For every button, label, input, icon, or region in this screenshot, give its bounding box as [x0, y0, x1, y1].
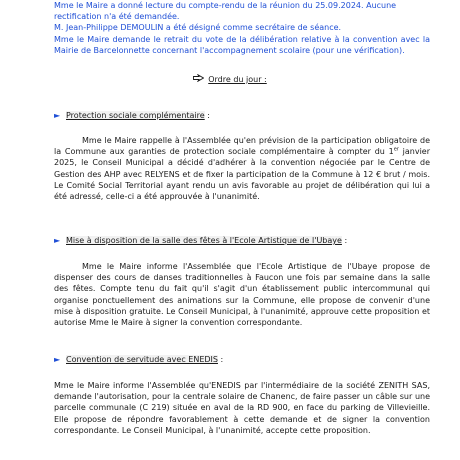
section-1-title: Protection sociale complémentaire — [66, 111, 205, 120]
agenda-heading — [0, 74, 460, 85]
section-1-heading: ► Protection sociale complémentaire : — [54, 111, 210, 120]
intro-line-1: Mme le Maire a donné lecture du compte-rendu de la réunion du 25.09.2024. Aucune — [54, 1, 397, 10]
intro-line-2: rectification n'a été demandée. — [54, 12, 180, 22]
agenda-title: Ordre du jour : — [208, 75, 267, 84]
section-3-body: Mme le Maire informe l'Assemblée qu'ENEDIS par l'intermédiaire de la société ZENITH SAS, demande l'autorisation, pour la centrale solaire de Chanenc, de faire passer un câble sur une parcelle communale (C 219) située en aval de la RD 900, en face du parking de Villevieille. Elle propose de répondre favorablement à cette demande et de signer la convention correspondante. Le Conseil Municipal, à l'unanimité, accepte cette proposition. — [54, 381, 430, 435]
intro-line-4: Mme le Maire demande le retrait du vote de la délibération relative à la convention avec la Mairie de Barcelonnette concernant l'accompagnement scolaire (pour une vérification). — [54, 34, 430, 55]
bullet-arrow-icon: ► — [54, 355, 61, 364]
section-3-title: Convention de servitude avec ENEDIS — [66, 355, 218, 364]
intro-block — [54, 0, 430, 56]
bullet-arrow-icon: ► — [54, 236, 61, 245]
pointing-hand-icon — [193, 74, 204, 85]
section-1-body: Mme le Maire rappelle à l'Assemblée qu'en prévision de la participation obligatoire de la Commune aux garanties de protection sociale complémentaire à compter du 1er janvier 2025, le Conseil Municipal a décidé d'adhérer à la convention négociée par le Centre de Gestion des AHP avec RELYENS et de fixer la participation de la Commune à 12 € brut / mois. Le Comité Social Territorial ayant rendu un avis favorable au projet de délibération qui lui a été adressé, celle-ci a été approuvée à l'unanimité. — [54, 136, 431, 202]
section-2-heading: ► Mise à disposition de la salle des fêtes à l'Ecole Artistique de l'Ubaye : — [54, 236, 348, 245]
section-2-title: Mise à disposition de la salle des fêtes à l'Ecole Artistique de l'Ubaye — [66, 236, 342, 245]
section-3-heading: ► Convention de servitude avec ENEDIS : — [54, 355, 224, 364]
section-2-body: Mme le Maire informe l'Assemblée que l'Ecole Artistique de l'Ubaye propose de dispenser des cours de danses traditionnelles à Faucon une fois par semaine dans la salle des fêtes. Compte tenu du fait qu'il s'agit d'un établissement public intercommunal qui organise ponctuellement des animations sur la Commune, elle propose de convenir d'une mise à disposition gratuite. Le Conseil Municipal, à l'unanimité, approuve cette proposition et autorise Mme le Maire à signer la convention correspondante. — [54, 262, 430, 328]
intro-line-3: M. Jean-Philippe DEMOULIN a été désigné comme secrétaire de séance. — [54, 23, 342, 33]
bullet-arrow-icon: ► — [54, 111, 61, 120]
